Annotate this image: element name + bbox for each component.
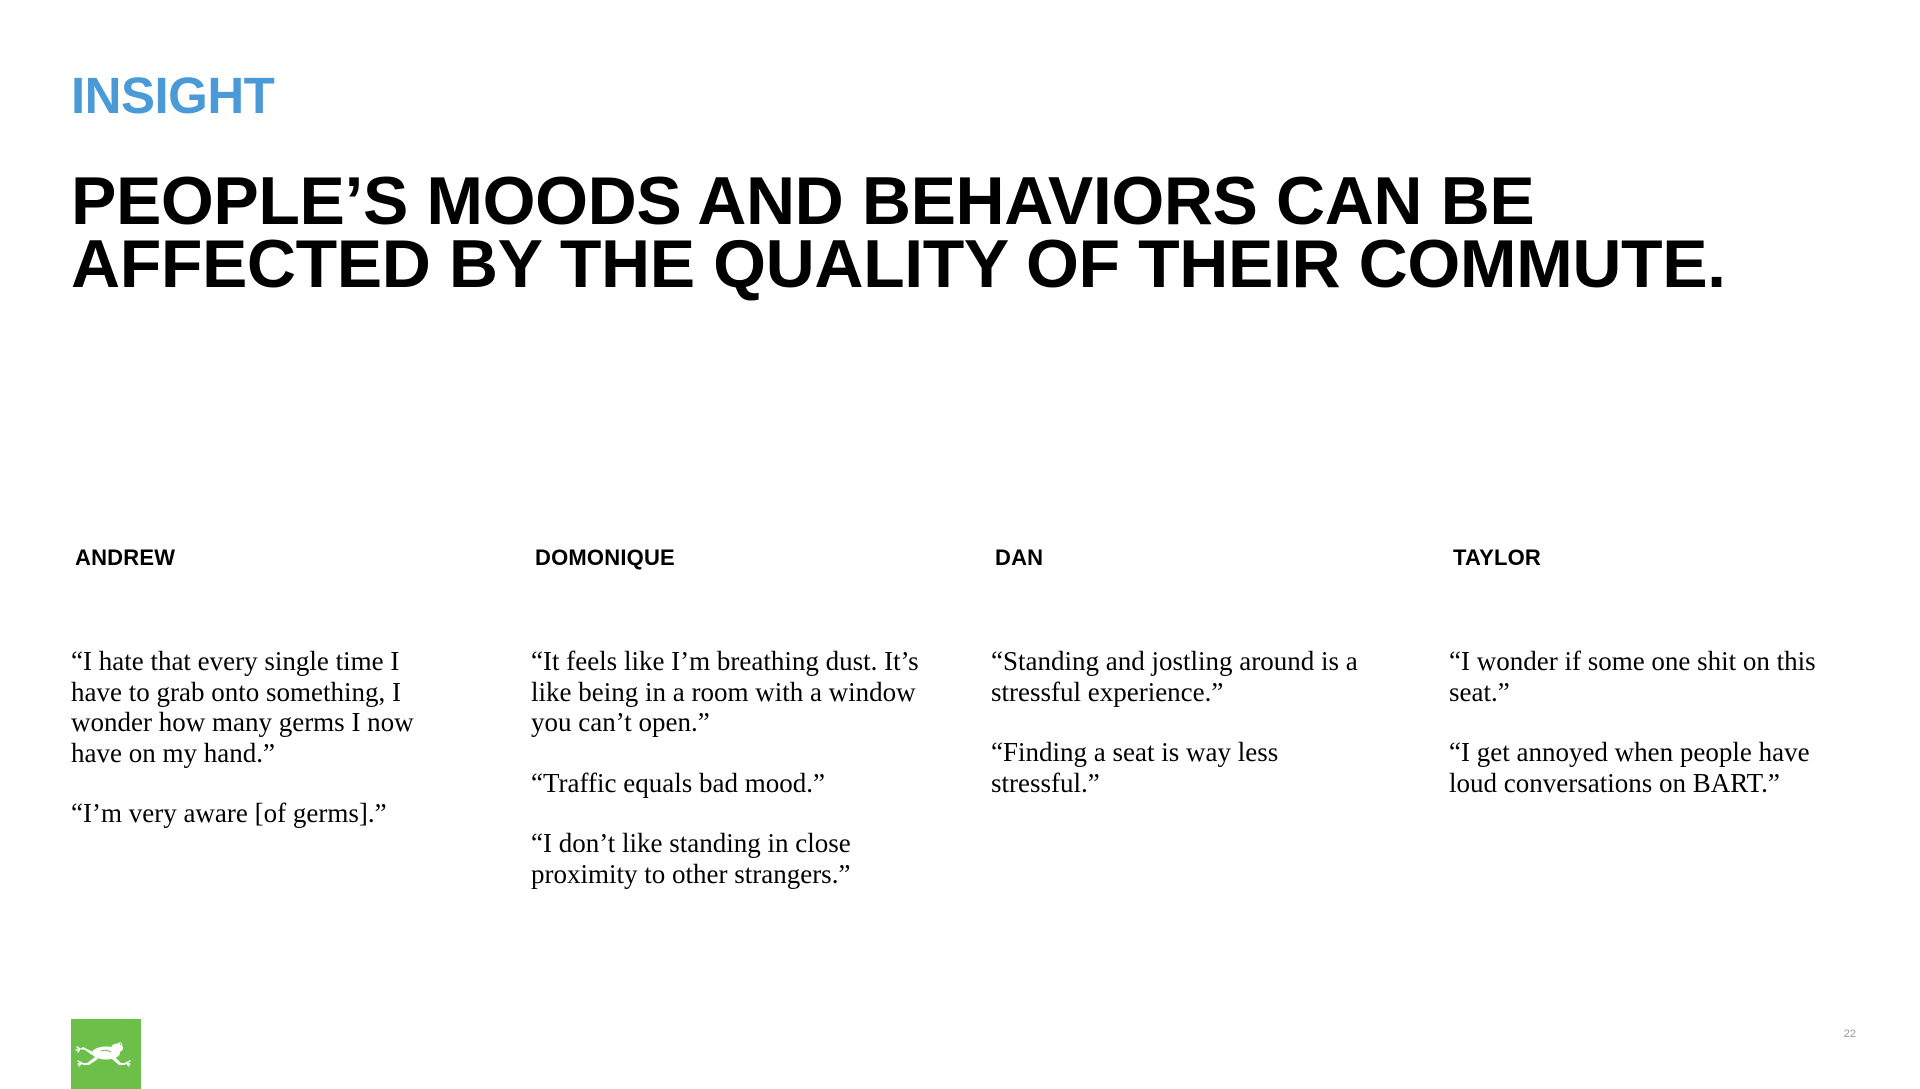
quote: “I don’t like standing in close proximity to other strangers.”	[531, 828, 851, 889]
quote: “I wonder if some one shit on this seat.”	[1449, 646, 1816, 707]
brand-logo	[71, 1019, 141, 1089]
quote-list	[531, 646, 931, 889]
page-number: 22	[1843, 1028, 1856, 1040]
quote-list	[991, 646, 1391, 798]
quote-list	[1449, 646, 1859, 798]
quote: “Traffic equals bad mood.”	[531, 767, 825, 798]
quote: “Finding a seat is way less stressful.”	[991, 737, 1279, 798]
person-name: DOMONIQUE	[535, 545, 675, 570]
section-kicker: INSIGHT	[71, 67, 275, 124]
headline-line-2: AFFECTED BY THE QUALITY OF THEIR COMMUTE.	[71, 226, 1726, 302]
quote: “I get annoyed when people have loud conversations on BART.”	[1449, 737, 1810, 798]
person-column-domonique	[531, 545, 931, 919]
slide-headline	[71, 163, 1871, 302]
person-name: DAN	[995, 545, 1044, 570]
headline-line-1: PEOPLE’S MOODS AND BEHAVIORS CAN BE	[71, 163, 1535, 239]
quote-columns	[0, 545, 1920, 945]
quote: “I hate that every single time I have to grab onto something, I wonder how many germs I now have on my hand.”	[71, 646, 414, 768]
quote: “Standing and jostling around is a stressful experience.”	[991, 646, 1358, 707]
person-name: ANDREW	[75, 545, 176, 570]
quote: “I’m very aware [of germs].”	[71, 798, 387, 828]
person-column-dan	[991, 545, 1391, 828]
frog-icon	[71, 1019, 141, 1080]
person-column-taylor	[1449, 545, 1859, 828]
person-name: TAYLOR	[1453, 545, 1541, 570]
quote: “It feels like I’m breathing dust. It’s like being in a room with a window you can’t open.”	[531, 646, 919, 737]
person-column-andrew	[71, 545, 451, 859]
quote-list	[71, 646, 451, 829]
